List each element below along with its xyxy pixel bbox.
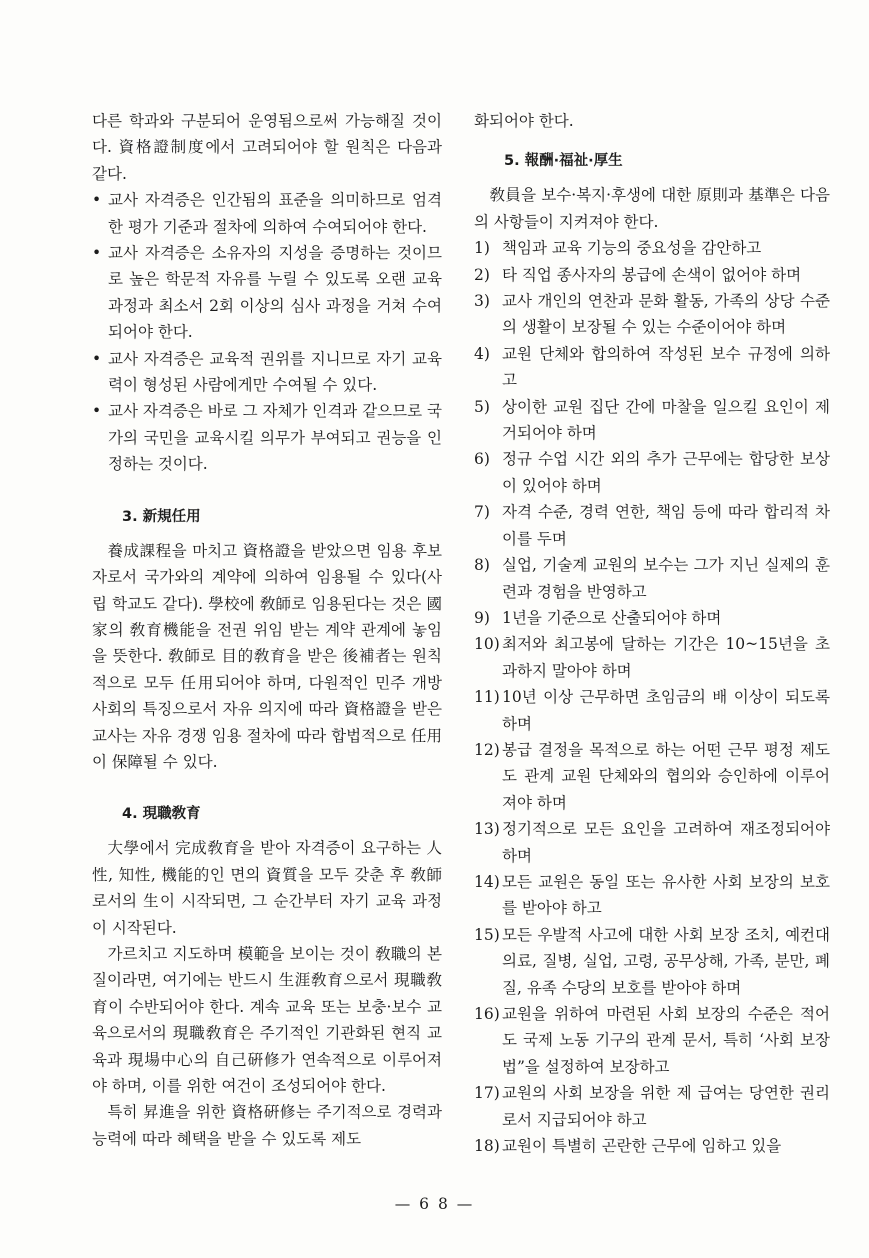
- list-item: • 교사 자격증은 교육적 권위를 지니므로 자기 교육력이 형성된 사람에게만 수여될 수 있다.: [92, 346, 442, 399]
- section-4-paragraph-1: 大學에서 完成敎育을 받아 자격증이 요구하는 人性, 知性, 機能的인 면의 資質을 모두 갖춘 후 敎師로서의 生이 시작되면, 그 순간부터 자기 교육 과정이 시작된다.: [92, 839, 442, 937]
- section-4-paragraph-3: 특히 昇進을 위한 資格硏修는 주기적으로 경력과 능력에 따라 혜택을 받을 수 있도록 제도: [92, 1103, 442, 1148]
- item-text: 최저와 최고봉에 달하는 기간은 10~15년을 초과하지 말아야 하며: [502, 635, 830, 680]
- list-item: [474, 1080, 830, 1133]
- list-item: [474, 922, 830, 1001]
- spacer: [92, 478, 442, 504]
- section-3-paragraph: 養成課程을 마치고 資格證을 받았으면 임용 후보자로서 국가와의 계약에 의하여 임용될 수 있다(사립 학교도 같다). 學校에 敎師로 임용된다는 것은 國家의 敎育機能을 전권 위임 받는 계약 관계에 놓임을 뜻한다. 敎師로 目的敎育을 받은 後補者는 원칙적으로 모두 任用되어야 하며, 다원적인 민주 개방 사회의 특징으로서 자유 의지에 따라 資格證을 받은 교사는 자유 경쟁 임용 절차에 따라 합법적으로 任用이 保障될 수 있다.: [92, 541, 442, 771]
- list-item: [474, 499, 830, 552]
- spacer: [92, 775, 442, 801]
- item-number: 7): [474, 503, 490, 522]
- item-text: 정기적으로 모든 요인을 고려하여 재조정되어야 하며: [502, 820, 830, 865]
- item-number: 16): [474, 1005, 500, 1023]
- item-number: 15): [474, 925, 500, 944]
- item-text: 봉급 결정을 목적으로 하는 어떤 근무 평정 제도도 관계 교원 단체와의 협의와 승인하에 이루어져야 하며: [502, 740, 830, 812]
- list-item: [474, 262, 830, 288]
- item-number: 17): [474, 1084, 500, 1103]
- list-item: [474, 684, 830, 737]
- list-item: [474, 552, 830, 605]
- section-heading-4: 4. 現職敎育: [122, 806, 201, 823]
- list-item: [474, 341, 830, 394]
- item-text: 10년 이상 근무하면 초임금의 배 이상이 되도록 하며: [502, 688, 830, 733]
- compensation-principles-list: [474, 235, 830, 1159]
- list-item: [474, 737, 830, 816]
- item-number: 3): [474, 292, 490, 311]
- item-number: 18): [474, 1137, 500, 1156]
- item-number: 6): [474, 450, 490, 469]
- page-number: — 6 8 —: [394, 1195, 475, 1213]
- item-number: 4): [474, 344, 490, 363]
- list-item: [474, 605, 830, 631]
- right-column: [474, 108, 830, 1159]
- item-number: 1): [474, 239, 490, 258]
- list-item: • 교사 자격증은 소유자의 지성을 증명하는 것이므로 높은 학문적 자유를 누릴 수 있도록 오랜 교육 과정과 최소서 2회 이상의 심사 과정을 거쳐 수여되어야 한다.: [92, 240, 442, 346]
- intro-paragraph: 다른 학과와 구분되어 운영됨으로써 가능해질 것이다. 資格證制度에서 고려되어야 할 원칙은 다음과 같다.: [92, 112, 442, 183]
- list-item: [474, 394, 830, 447]
- item-text: 교원 단체와 합의하여 작성된 보수 규정에 의하고: [502, 344, 830, 390]
- item-number: 2): [474, 265, 490, 284]
- item-number: 13): [474, 820, 500, 839]
- section-4-paragraph-2: 가르치고 지도하며 模範을 보이는 것이 敎職의 본질이라면, 여기에는 반드시 生涯敎育으로서 現職敎育이 수반되어야 한다. 계속 교육 또는 보충·보수 교육으로서의 現職敎育은 주기적인 기관화된 현직 교육과 現場中心의 自己硏修가 연속적으로 이루어져야 하며, 이를 위한 여건이 조성되어야 한다.: [92, 944, 442, 1095]
- list-item: • 교사 자격증은 인간됨의 표준을 의미하므로 엄격한 평가 기준과 절차에 의하여 수여되어야 한다.: [92, 187, 442, 240]
- item-text: 자격 수준, 경력 연한, 책임 등에 따라 합리적 차이를 두며: [502, 503, 830, 548]
- list-item: [474, 816, 830, 869]
- item-number: 5): [474, 397, 490, 416]
- list-item: [474, 235, 830, 261]
- item-number: 10): [474, 635, 500, 654]
- item-text: 교원이 특별히 곤란한 근무에 임하고 있을: [502, 1137, 782, 1156]
- list-item: [474, 446, 830, 499]
- item-text: 교원을 위하여 마련된 사회 보장의 수준은 적어도 국제 노동 기구의 관계 문서, 특히 ‘사회 보장법”을 설정하여 보장하고: [502, 1005, 830, 1076]
- list-item: [474, 1133, 830, 1159]
- list-item: [474, 869, 830, 922]
- item-text: 모든 교원은 동일 또는 유사한 사회 보장의 보호를 받아야 하고: [502, 872, 830, 918]
- list-item: [474, 631, 830, 684]
- list-item: • 교사 자격증은 바로 그 자체가 인격과 같으므로 국가의 국민을 교육시킬 의무가 부여되고 권능을 인정하는 것이다.: [92, 398, 442, 477]
- item-text: 책임과 교육 기능의 중요성을 감안하고: [502, 239, 762, 258]
- item-text: 타 직업 종사자의 봉급에 손색이 없어야 하며: [502, 265, 802, 284]
- continuation-text: 화되어야 한다.: [474, 112, 574, 130]
- item-number: 11): [474, 688, 500, 707]
- certificate-principles-list: [92, 187, 442, 477]
- left-column: [92, 108, 442, 1152]
- item-text: 상이한 교원 집단 간에 마찰을 일으킬 요인이 제거되어야 하며: [502, 397, 830, 443]
- item-text: 정규 수업 시간 외의 추가 근무에는 합당한 보상이 있어야 하며: [502, 450, 830, 495]
- section-5-intro: 敎員을 보수·복지·후생에 대한 原則과 基準은 다음의 사항들이 지켜져야 한다.: [474, 186, 830, 231]
- item-number: 14): [474, 872, 500, 891]
- item-text: 1년을 기준으로 산출되어야 하며: [502, 608, 722, 627]
- item-text: 실업, 기술계 교원의 보수는 그가 지닌 실제의 훈련과 경험을 반영하고: [502, 556, 830, 601]
- item-text: 교사 개인의 연찬과 문화 활동, 가족의 상당 수준의 생활이 보장될 수 있는 수준이어야 하며: [502, 292, 830, 337]
- section-heading-5: 5. 報酬·福祉·厚生: [504, 153, 623, 170]
- section-heading-3: 3. 新規任用: [122, 508, 201, 525]
- item-number: 8): [474, 556, 490, 575]
- item-number: 12): [474, 740, 500, 759]
- list-item: [474, 1001, 830, 1080]
- item-text: 교원의 사회 보장을 위한 제 급여는 당연한 권리로서 지급되어야 하고: [502, 1084, 830, 1129]
- list-item: [474, 288, 830, 341]
- item-number: 9): [474, 608, 490, 627]
- item-text: 모든 우발적 사고에 대한 사회 보장 조치, 예컨대 의료, 질병, 실업, 고령, 공무상해, 가족, 분만, 폐질, 유족 수당의 보호를 받아야 하며: [502, 925, 830, 997]
